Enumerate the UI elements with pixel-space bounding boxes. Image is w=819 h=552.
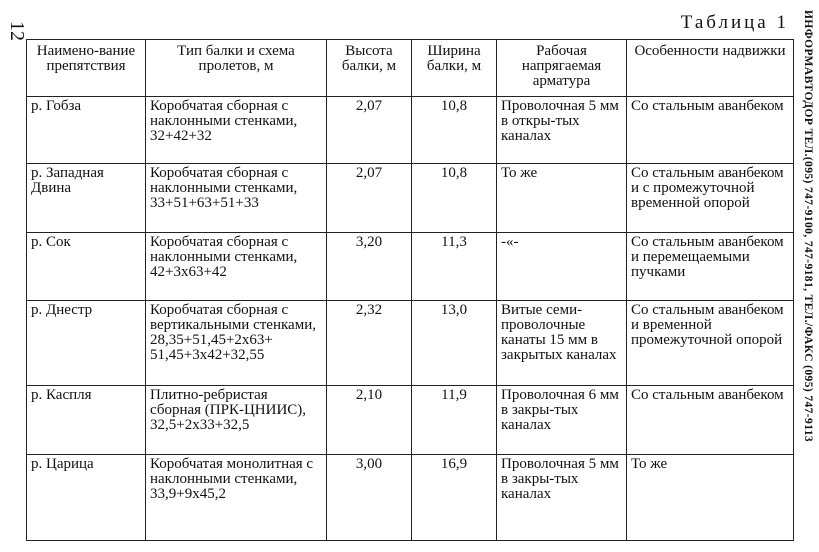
side-stamp-text: ИНФОРМАВТОДОР ТЕЛ.(095) 747-9100, 747-9181, ТЕЛ./ФАКС (095) 747-9113 <box>802 10 814 443</box>
cell-width: 16,9 <box>412 455 497 541</box>
column-header-reinforcement: Рабочая напрягаемая арматура <box>497 40 627 97</box>
cell-beam-type: Коробчатая монолитная с наклонными стенками, 33,9+9x45,2 <box>146 455 327 541</box>
cell-features: То же <box>627 455 794 541</box>
cell-width: 10,8 <box>412 164 497 233</box>
cell-reinforcement: Проволочная 6 мм в закры-тых каналах <box>497 386 627 455</box>
cell-obstacle: р. Царица <box>27 455 146 541</box>
cell-beam-type: Коробчатая сборная с наклонными стенками, 32+42+32 <box>146 97 327 164</box>
cell-obstacle: р. Каспля <box>27 386 146 455</box>
cell-beam-type: Коробчатая сборная с вертикальными стенками, 28,35+51,45+2x63+ 51,45+3x42+32,55 <box>146 301 327 386</box>
column-header-width: Ширина балки, м <box>412 40 497 97</box>
cell-height: 2,07 <box>327 97 412 164</box>
column-header-obstacle: Наимено-вание препятствия <box>27 40 146 97</box>
table-caption: Таблица 1 <box>680 12 789 33</box>
cell-height: 3,00 <box>327 455 412 541</box>
cell-features: Со стальным аванбеком и с промежуточной временной опорой <box>627 164 794 233</box>
table-row <box>27 233 794 301</box>
column-header-height: Высота балки, м <box>327 40 412 97</box>
cell-height: 2,10 <box>327 386 412 455</box>
cell-features: Со стальным аванбеком и перемещаемыми пучками <box>627 233 794 301</box>
table-row <box>27 455 794 541</box>
cell-beam-type: Плитно-ребристая сборная (ПРК-ЦНИИС), 32,5+2x33+32,5 <box>146 386 327 455</box>
cell-reinforcement: Витые семи-проволочные канаты 15 мм в закрытых каналах <box>497 301 627 386</box>
cell-obstacle: р. Сок <box>27 233 146 301</box>
cell-obstacle: р. Гобза <box>27 97 146 164</box>
cell-height: 3,20 <box>327 233 412 301</box>
table-header-row <box>27 40 794 97</box>
cell-width: 11,3 <box>412 233 497 301</box>
table-row <box>27 164 794 233</box>
cell-reinforcement: Проволочная 5 мм в закры-тых каналах <box>497 455 627 541</box>
column-header-features: Особенности надвижки <box>627 40 794 97</box>
bridge-beams-table <box>26 39 794 541</box>
page-number: 12 <box>6 21 28 41</box>
table-row <box>27 386 794 455</box>
cell-reinforcement: Проволочная 5 мм в откры-тых каналах <box>497 97 627 164</box>
cell-obstacle: р. Западная Двина <box>27 164 146 233</box>
cell-features: Со стальным аванбеком <box>627 97 794 164</box>
table-row <box>27 97 794 164</box>
side-stamp <box>798 10 818 550</box>
cell-width: 10,8 <box>412 97 497 164</box>
cell-height: 2,32 <box>327 301 412 386</box>
cell-features: Со стальным аванбеком <box>627 386 794 455</box>
cell-obstacle: р. Днестр <box>27 301 146 386</box>
table-row <box>27 301 794 386</box>
cell-reinforcement: -«- <box>497 233 627 301</box>
column-header-beam-type: Тип балки и схема пролетов, м <box>146 40 327 97</box>
cell-width: 13,0 <box>412 301 497 386</box>
cell-height: 2,07 <box>327 164 412 233</box>
cell-beam-type: Коробчатая сборная с наклонными стенками, 42+3x63+42 <box>146 233 327 301</box>
cell-features: Со стальным аванбеком и временной промежуточной опорой <box>627 301 794 386</box>
cell-beam-type: Коробчатая сборная с наклонными стенками, 33+51+63+51+33 <box>146 164 327 233</box>
cell-reinforcement: То же <box>497 164 627 233</box>
cell-width: 11,9 <box>412 386 497 455</box>
